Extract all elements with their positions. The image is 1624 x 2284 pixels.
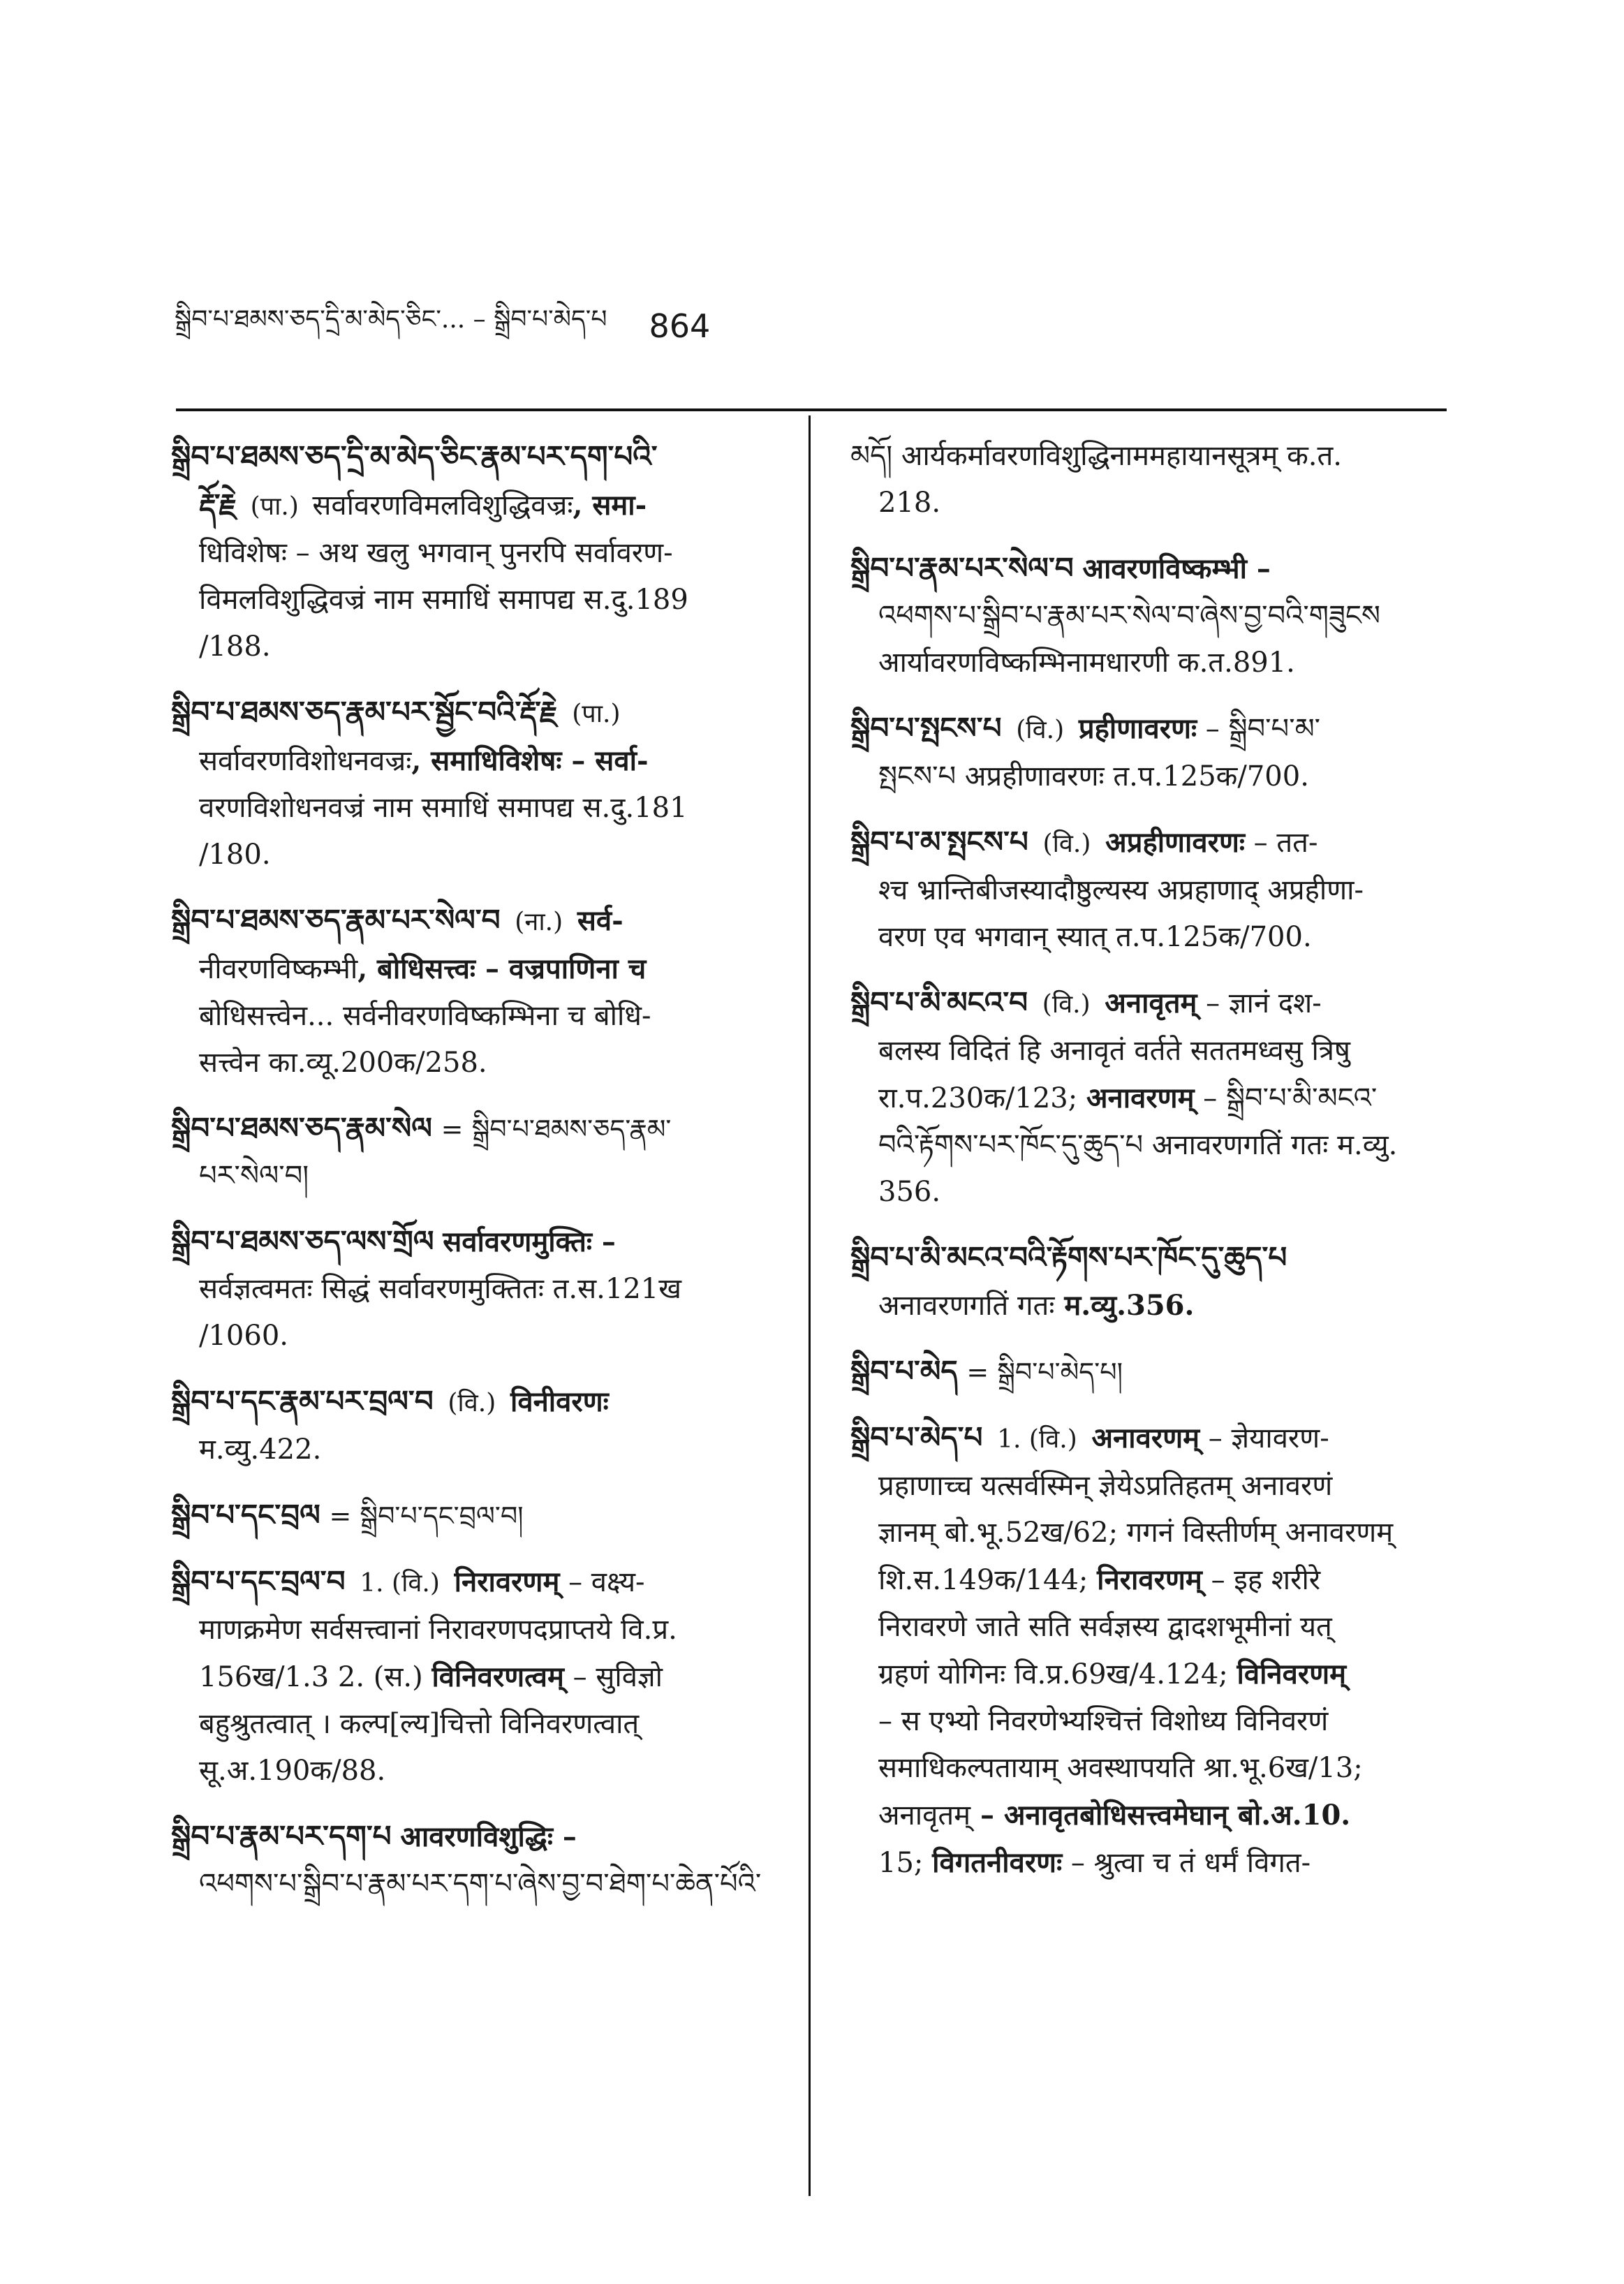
entry-text: 218. [878, 487, 941, 519]
entry-headline [850, 705, 1444, 753]
tibetan-headword: སྒྲིབ་པ་ཐམས་ཅད་རྣམ་སེལ [171, 1111, 432, 1145]
entry-text: निरावरणे जाते सति सर्वज्ञस्य द्वादशभूमीनां यत् [878, 1611, 1332, 1643]
tibetan-headword: སྒྲིབ་པ་མ་སྤངས་པ [850, 825, 1028, 859]
entry-headline [171, 1558, 785, 1607]
entry-text: श्च भ्रान्तिबीजस्यादौष्ठुल्यस्य अप्रहाणाद् अप्रहीणा- [878, 874, 1364, 906]
entry-text: འཕགས་པ་སྒྲིབ་པ་རྣམ་པར་དག་པ་ཞེས་བྱ་བ་ཐེག་པ་ཆེན་པོའི་ [199, 1868, 762, 1900]
entry-text: – ज्ञेयावरण- [1199, 1422, 1329, 1454]
entry-line [171, 1861, 785, 1908]
entry-line [171, 1701, 785, 1748]
entry-line [850, 1028, 1444, 1075]
entry-line [850, 593, 1444, 640]
entry-text: མདོ། आर्यकर्मावरणविशुद्धिनाममहायानसूत्रम् क.त. [850, 440, 1343, 472]
entry-line [171, 1427, 785, 1473]
dictionary-entry [171, 433, 785, 670]
entry-headline [850, 1234, 1444, 1282]
sanskrit-equivalent: अप्रहीणावरणः [1105, 826, 1245, 859]
entry-text: सर्वावरणविशोधनवज्रः [199, 745, 412, 777]
dictionary-entry [850, 818, 1444, 961]
entry-text: बहुश्रुतत्वात् । कल्प[ल्य]चित्तो विनिवरणत्वात् [199, 1708, 640, 1740]
tibetan-headword: སྒྲིབ་པ་མེད [850, 1354, 958, 1388]
entry-line [850, 1698, 1444, 1745]
entry-text: आर्यावरणविष्कम्भिनामधारणी क.त.891. [878, 647, 1295, 679]
dictionary-entry [171, 1558, 785, 1795]
entry-line [850, 1839, 1444, 1887]
entry-text: वरणविशोधनवज्रं नाम समाधिं समापद्य स.दु.181 [199, 792, 688, 824]
entry-text: बोधिसत्त्वेन... सर्वनीवरणविष्कम्भिना च बोधि- [199, 1000, 651, 1032]
entry-line [850, 914, 1444, 961]
entry-line [850, 640, 1444, 686]
sanskrit-equivalent: विगतनीवरणः [932, 1846, 1063, 1879]
sanskrit-equivalent: विनीवरणः [510, 1385, 609, 1418]
entry-text: – श्रुत्वा च तं धर्मं विगत- [1062, 1847, 1311, 1879]
entry-line [171, 1266, 785, 1313]
dictionary-entry [850, 433, 1444, 526]
entry-text: – वक्ष्य- [559, 1566, 645, 1598]
entry-text: ग्रहणं योगिनः वि.प्र.69ख/4.124; [878, 1658, 1237, 1690]
sanskrit-equivalent: सर्व- [577, 904, 623, 937]
sanskrit-equivalent: अनावरणम् [1086, 1082, 1195, 1114]
dictionary-entry [850, 1348, 1444, 1396]
entry-text: समाधिकल्पतायाम् अवस्थापयति श्रा.भू.6ख/13; [878, 1752, 1363, 1784]
cross-reference: = སྒྲིབ་པ་དང་བྲལ་བ། [329, 1501, 524, 1531]
entry-line [171, 993, 785, 1040]
entry-line [171, 577, 785, 624]
sanskrit-equivalent: , समा- [573, 489, 647, 522]
sanskrit-equivalent: आवरणविशुद्धिः – [400, 1820, 577, 1853]
entry-line [171, 624, 785, 670]
cross-reference: = སྒྲིབ་པ་མེད་པ། [966, 1357, 1123, 1387]
grammar-tag: (पा.) [572, 700, 621, 728]
entry-line [850, 1745, 1444, 1792]
dictionary-entry [171, 1813, 785, 1908]
sanskrit-equivalent: प्रहीणावरणः [1078, 712, 1197, 745]
entry-headline [850, 545, 1444, 593]
tibetan-headword: སྒྲིབ་པ་ཐམས་ཅད་རྣམ་པར་སེལ་བ [171, 903, 501, 937]
grammar-tag: (वि.) [1042, 830, 1091, 858]
entry-text: – སྒྲིབ་པ་མ་ [1197, 713, 1321, 745]
entry-headline [850, 1348, 1444, 1396]
grammar-tag: 1. (वि.) [997, 1425, 1077, 1454]
entry-text: /188. [199, 631, 271, 663]
entry-line [171, 737, 785, 785]
entry-line [171, 945, 785, 993]
entry-text: प्रहाणाच्च यत्सर्वस्मिन् ज्ञेयेऽप्रतिहतम् अनावरणं [878, 1470, 1333, 1502]
entry-text: འཕགས་པ་སྒྲིབ་པ་རྣམ་པར་སེལ་བ་ཞེས་བྱ་བའི་གཟུངས [878, 600, 1380, 632]
entry-line [850, 1604, 1444, 1651]
sanskrit-equivalent: अनावरणम् [1091, 1422, 1200, 1454]
entry-line [171, 1313, 785, 1360]
sanskrit-equivalent: विनिवरणत्वम् [431, 1660, 564, 1693]
entry-line [171, 1653, 785, 1701]
dictionary-entry [850, 545, 1444, 686]
dictionary-entry [850, 1234, 1444, 1329]
tibetan-headword: སྒྲིབ་པ་དང་བྲལ [171, 1498, 320, 1532]
entry-headline [171, 1813, 785, 1861]
entry-line [171, 1748, 785, 1795]
entry-text: སྤངས་པ अप्रहीणावरणः त.प.125क/700. [878, 760, 1309, 793]
sanskrit-equivalent: निरावरणम् [454, 1565, 560, 1598]
tibetan-headword: སྒྲིབ་པ་དང་རྣམ་པར་བྲལ་བ [171, 1384, 434, 1418]
tibetan-headword: སྒྲིབ་པ་སྤངས་པ [850, 711, 1002, 745]
tibetan-headword: སྒྲིབ་པ་མི་མངའ་བ [850, 985, 1028, 1019]
sanskrit-equivalent: आवरणविष्कम्भी – [1082, 552, 1271, 585]
dictionary-entry [171, 1491, 785, 1540]
grammar-tag: (वि.) [1042, 990, 1091, 1019]
entry-line [850, 1463, 1444, 1510]
entry-text: धिविशेषः – अथ खलु भगवान् पुनरपि सर्वावरण- [199, 537, 673, 569]
cross-reference: = སྒྲིབ་པ་ཐམས་ཅད་རྣམ་ [441, 1114, 672, 1144]
dictionary-entry [171, 1378, 785, 1473]
running-header [175, 302, 943, 351]
entry-text: अनावरणगतिं गतः [878, 1290, 1055, 1322]
sanskrit-equivalent: अनावृतम् [1105, 987, 1197, 1019]
entry-headline [850, 818, 1444, 867]
entry-line [850, 867, 1444, 914]
entry-text: – इह शरीरे [1202, 1564, 1321, 1596]
entry-headline [171, 688, 785, 737]
grammar-tag: (वि.) [1016, 716, 1065, 744]
grammar-tag: 1. (वि.) [360, 1569, 440, 1598]
entry-text: सर्वावरणविमलविशुद्धिवज्रः [312, 489, 573, 522]
entry-line [850, 753, 1444, 800]
grammar-tag: (ना.) [515, 908, 563, 936]
sanskrit-equivalent: विनिवरणम् [1237, 1658, 1347, 1690]
entry-text: बलस्य विदितं हि अनावृतं वर्तते सततमध्वसु त्रिषु [878, 1035, 1351, 1067]
entry-line [850, 1075, 1444, 1122]
entry-line [171, 832, 785, 878]
left-column [171, 433, 785, 1926]
tibetan-headword: སྒྲིབ་པ་རྣམ་པར་དག་པ [171, 1819, 392, 1853]
entry-text: བའི་རྟོགས་པར་ཁོང་དུ་ཆུད་པ अनावरणगतिं गतः म.व्यु. [878, 1129, 1398, 1161]
entry-text: པར་སེལ་བ། [199, 1160, 309, 1192]
entry-text: 156ख/1.3 2. (स.) [199, 1661, 432, 1693]
entry-line [850, 1651, 1444, 1698]
entry-text: 356. [878, 1176, 941, 1208]
entry-text: सर्वज्ञत्वमतः सिद्धं सर्वावरणमुक्तितः त.स.121ख [199, 1273, 681, 1305]
entry-line [850, 1282, 1444, 1329]
entry-text: /1060. [199, 1320, 288, 1352]
tibetan-headword: སྒྲིབ་པ་ཐམས་ཅད་དྲི་མ་མེད་ཅིང་རྣམ་པར་དག་པའི་ [171, 439, 658, 473]
entry-text: म.व्यु.422. [199, 1434, 322, 1466]
sanskrit-equivalent: , बोधिसत्त्वः – वज्रपाणिना च [357, 952, 647, 985]
entry-line [850, 1556, 1444, 1604]
dictionary-entry [171, 1105, 785, 1200]
sanskrit-equivalent: म.व्यु.356. [1054, 1289, 1195, 1322]
entry-headline [171, 1218, 785, 1266]
tibetan-headword: སྒྲིབ་པ་མེད་པ [850, 1420, 983, 1454]
entry-text: माणक्रमेण सर्वसत्त्वानां निरावरणपदप्राप्तये वि.प्र. [199, 1614, 677, 1646]
tibetan-headword: སྒྲིབ་པ་མི་མངའ་བའི་རྟོགས་པར་ཁོང་དུ་ཆུད་པ [850, 1240, 1287, 1274]
grammar-tag: (वि.) [448, 1389, 496, 1417]
sanskrit-equivalent: निरावरणम् [1097, 1563, 1202, 1596]
entry-text: – तत- [1244, 827, 1318, 859]
entry-text: – सुविज्ञो [563, 1661, 663, 1693]
entry-text: नीवरणविष्कम्भी [199, 953, 358, 985]
tibetan-headword: སྒྲིབ་པ་རྣམ་པར་སེལ་བ [850, 551, 1074, 585]
tibetan-headword: རྡོ་རྗེ [199, 487, 237, 522]
entry-text: – स एभ्यो निवरणेभ्यश्चित्तं विशोध्य विनिवरणं [878, 1705, 1329, 1737]
entry-line [850, 1122, 1444, 1169]
dictionary-entry [850, 979, 1444, 1216]
dictionary-entry [171, 1218, 785, 1360]
entry-headline [171, 1378, 785, 1427]
entry-line [171, 481, 785, 530]
entry-line [171, 785, 785, 832]
entry-text: 15; [878, 1847, 933, 1879]
grammar-tag: (पा.) [242, 492, 307, 521]
dictionary-entry [171, 688, 785, 878]
entry-text: – ज्ञानं दश- [1197, 987, 1322, 1019]
sanskrit-equivalent: – अनावृतबोधिसत्त्वमेघान् बो.अ.10. [970, 1799, 1351, 1832]
entry-text: सू.अ.190क/88. [199, 1755, 386, 1787]
tibetan-headword: སྒྲིབ་པ་ཐམས་ཅད་རྣམ་པར་སྦྱོང་བའི་རྡོ་རྗེ [171, 695, 558, 729]
dictionary-entry [850, 1414, 1444, 1887]
entry-line [850, 1792, 1444, 1839]
entry-line [171, 1040, 785, 1086]
page-number: 864 [649, 307, 711, 345]
dictionary-entry [850, 705, 1444, 800]
entry-line [850, 1169, 1444, 1216]
entry-headline [850, 979, 1444, 1028]
entry-text: रा.प.230क/123; [878, 1082, 1086, 1114]
entry-line [171, 1607, 785, 1653]
entry-text: शि.स.149क/144; [878, 1564, 1098, 1596]
dictionary-entry [171, 897, 785, 1086]
entry-headline [171, 433, 785, 481]
entry-headline [171, 1105, 785, 1153]
entry-text: सत्त्वेन का.व्यू.200क/258. [199, 1047, 487, 1079]
entry-line [850, 480, 1444, 526]
tibetan-headword: སྒྲིབ་པ་དང་བྲལ་བ [171, 1564, 346, 1598]
sanskrit-equivalent: सर्वावरणमुक्तिः – [443, 1225, 616, 1258]
entry-text: वरण एव भगवान् स्यात् त.प.125क/700. [878, 921, 1312, 953]
entry-line [171, 530, 785, 577]
entry-line [171, 1153, 785, 1200]
tibetan-headword: སྒྲིབ་པ་ཐམས་ཅད་ལས་གྲོལ [171, 1224, 434, 1258]
header-rule [176, 408, 1447, 411]
entry-text: ज्ञानम् बो.भू.52ख/62; गगनं विस्तीर्णम् अनावरणम् [878, 1517, 1394, 1549]
entry-line [850, 433, 1444, 480]
entry-headline [171, 1491, 785, 1540]
entry-text: /180. [199, 839, 271, 871]
running-title: སྒྲིབ་པ་ཐམས་ཅད་དྲི་མ་མེད་ཅིང་... – སྒྲིབ་པ་མེད་པ [175, 305, 607, 334]
entry-text: विमलविशुद्धिवज्रं नाम समाधिं समापद्य स.दु.189 [199, 584, 688, 616]
entry-text: अनावृतम् [878, 1799, 971, 1832]
column-divider [809, 415, 811, 2196]
sanskrit-equivalent: , समाधिविशेषः – सर्वा- [411, 744, 649, 777]
entry-line [850, 1510, 1444, 1556]
entry-text: – སྒྲིབ་པ་མི་མངའ་ [1194, 1082, 1378, 1114]
entry-headline [171, 897, 785, 945]
right-column [850, 433, 1444, 1905]
entry-headline [850, 1414, 1444, 1463]
